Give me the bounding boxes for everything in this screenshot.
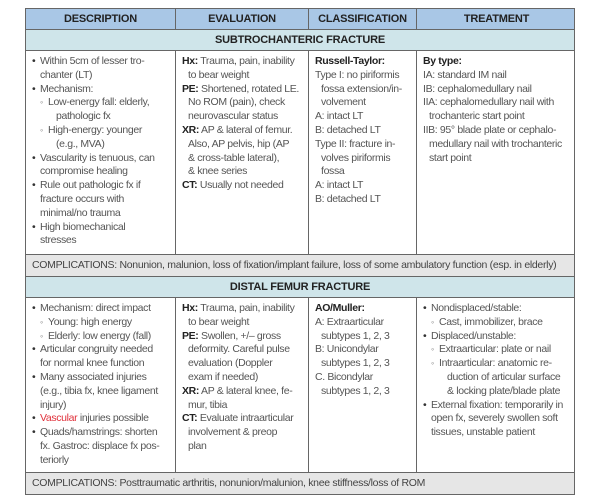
line-text: Nondisplaced/stable: bbox=[431, 302, 522, 314]
line-text: Articular congruity needed bbox=[40, 343, 153, 356]
text-line bbox=[423, 152, 572, 166]
text-line bbox=[182, 55, 304, 69]
line-text: fx. Gastroc: displace fx pos- bbox=[40, 439, 160, 452]
line-text: Displaced/unstable: bbox=[431, 329, 516, 342]
line-text: High-energy: younger bbox=[48, 123, 142, 136]
field-label: XR: bbox=[182, 384, 200, 397]
line-text: teriorly bbox=[40, 453, 69, 466]
text-line bbox=[315, 193, 412, 207]
text-line bbox=[315, 385, 412, 399]
line-text: Shortened, rotated LE. bbox=[198, 82, 299, 95]
text-line bbox=[32, 138, 171, 152]
line-text: for normal knee function bbox=[40, 357, 145, 370]
line-text: & locking plate/blade plate bbox=[447, 384, 561, 397]
text-line bbox=[32, 454, 171, 468]
line-text: A: intact LT bbox=[315, 179, 364, 192]
text-line bbox=[423, 412, 572, 426]
text-line bbox=[32, 152, 171, 166]
text-line bbox=[32, 357, 171, 371]
text-line bbox=[182, 152, 304, 166]
line-text: volves piriformis bbox=[321, 151, 391, 164]
evaluation-cell bbox=[175, 51, 308, 254]
line-text: (e.g., MVA) bbox=[56, 137, 105, 150]
text-line bbox=[182, 302, 304, 316]
text-line bbox=[315, 179, 412, 193]
header-classification: CLASSIFICATION bbox=[308, 9, 416, 29]
line-text: Young: high energy bbox=[48, 315, 132, 328]
line-text: AP & lateral knee, fe- bbox=[199, 384, 293, 397]
line-text: Also, AP pelvis, hip (AP bbox=[188, 137, 290, 150]
line-text: Evaluate intraarticular bbox=[197, 412, 294, 425]
line-text: External fixation: temporarily in bbox=[431, 398, 564, 411]
text-line bbox=[423, 330, 572, 344]
section-title: DISTAL FEMUR FRACTURE bbox=[26, 277, 574, 298]
field-label: PE: bbox=[182, 82, 199, 95]
line-text: trochanteric start point bbox=[429, 110, 525, 123]
line-text: medullary nail with trochanteric bbox=[429, 137, 562, 150]
line-text: Elderly: low energy (fall) bbox=[48, 329, 151, 342]
field-label: CT: bbox=[182, 179, 198, 192]
line-text: Low-energy fall: elderly, bbox=[48, 96, 150, 109]
line-text: involvement & preop bbox=[188, 426, 278, 439]
text-line bbox=[182, 426, 304, 440]
text-line bbox=[32, 221, 171, 235]
text-line bbox=[315, 124, 412, 138]
text-line bbox=[32, 412, 171, 426]
text-line bbox=[315, 330, 412, 344]
text-line bbox=[182, 96, 304, 110]
line-text: A: Extraarticular bbox=[315, 315, 384, 328]
text-line bbox=[32, 55, 171, 69]
text-line bbox=[32, 399, 171, 413]
text-line bbox=[32, 179, 171, 193]
line-text: IB: cephalomedullary nail bbox=[423, 82, 532, 95]
line-text: subtypes 1, 2, 3 bbox=[321, 329, 390, 342]
text-line bbox=[182, 83, 304, 97]
text-line bbox=[423, 124, 572, 138]
complications-row: COMPLICATIONS: Posttraumatic arthritis, nonunion/malunion, knee stiffness/loss of ROM bbox=[26, 473, 574, 495]
text-line bbox=[182, 124, 304, 138]
line-text: & cross-table lateral), bbox=[188, 151, 280, 164]
line-text: pathologic fx bbox=[56, 110, 111, 123]
description-cell bbox=[26, 51, 175, 254]
text-line bbox=[32, 124, 171, 138]
classification-cell bbox=[308, 298, 416, 472]
line-text: IA: standard IM nail bbox=[423, 68, 507, 81]
text-line bbox=[315, 96, 412, 110]
line-text: Type II: fracture in- bbox=[315, 137, 396, 150]
text-line bbox=[182, 69, 304, 83]
line-text: Usually not needed bbox=[197, 179, 284, 192]
highlight-text: Vascular bbox=[40, 412, 78, 425]
line-text: neurovascular status bbox=[188, 110, 278, 123]
line-text: Many associated injuries bbox=[40, 370, 147, 383]
text-line bbox=[315, 357, 412, 371]
text-line bbox=[182, 179, 304, 193]
text-line bbox=[315, 69, 412, 83]
line-text: C. Bicondylar bbox=[315, 370, 373, 383]
text-line bbox=[32, 371, 171, 385]
line-text: AP & lateral of femur. bbox=[199, 123, 293, 136]
line-text: Trauma, pain, inability bbox=[197, 55, 295, 67]
text-line bbox=[32, 83, 171, 97]
section-body bbox=[26, 51, 574, 255]
text-line bbox=[423, 55, 572, 69]
line-text: subtypes 1, 2, 3 bbox=[321, 384, 390, 397]
table-header bbox=[26, 9, 574, 30]
line-text: (e.g., tibia fx, knee ligament bbox=[40, 384, 158, 397]
text-line bbox=[32, 207, 171, 221]
line-text: Intraarticular: anatomic re- bbox=[439, 357, 552, 370]
text-line bbox=[182, 330, 304, 344]
text-line bbox=[423, 302, 572, 316]
text-line bbox=[315, 343, 412, 357]
text-line bbox=[315, 152, 412, 166]
text-line bbox=[315, 83, 412, 97]
text-line bbox=[182, 440, 304, 454]
line-text: volvement bbox=[321, 96, 366, 109]
line-text: Within 5cm of lesser tro- bbox=[40, 55, 145, 67]
text-line bbox=[182, 343, 304, 357]
line-text: minimal/no trauma bbox=[40, 206, 121, 219]
line-text: No ROM (pain), check bbox=[188, 96, 285, 109]
text-line bbox=[182, 357, 304, 371]
line-text: to bear weight bbox=[188, 68, 250, 81]
fracture-table bbox=[25, 8, 575, 495]
text-line bbox=[32, 316, 171, 330]
line-text: Mechanism: bbox=[40, 82, 94, 95]
line-text: Cast, immobilizer, brace bbox=[439, 315, 543, 328]
line-text: Rule out pathologic fx if bbox=[40, 179, 141, 192]
line-text: subtypes 1, 2, 3 bbox=[321, 357, 390, 370]
text-line bbox=[182, 165, 304, 179]
text-line bbox=[423, 83, 572, 97]
field-label: Hx: bbox=[182, 302, 198, 314]
text-line bbox=[423, 357, 572, 371]
text-line bbox=[182, 412, 304, 426]
line-text: Trauma, pain, inability bbox=[197, 302, 295, 314]
line-text: A: intact LT bbox=[315, 110, 364, 123]
line-text: IIA: cephalomedullary nail with bbox=[423, 96, 554, 109]
text-line bbox=[32, 302, 171, 316]
text-line bbox=[32, 193, 171, 207]
field-label: By type: bbox=[423, 55, 462, 67]
line-text: Extraarticular: plate or nail bbox=[439, 343, 551, 356]
text-line bbox=[32, 165, 171, 179]
text-line bbox=[182, 316, 304, 330]
text-line bbox=[423, 69, 572, 83]
description-cell bbox=[26, 298, 175, 472]
text-line bbox=[182, 399, 304, 413]
line-text: IIB: 95° blade plate or cephalo- bbox=[423, 123, 557, 136]
text-line bbox=[423, 371, 572, 385]
text-line bbox=[182, 371, 304, 385]
line-text: fossa extension/in- bbox=[321, 82, 402, 95]
line-text: duction of articular surface bbox=[447, 370, 561, 383]
line-text: compromise healing bbox=[40, 165, 128, 178]
text-line bbox=[315, 316, 412, 330]
text-line bbox=[423, 426, 572, 440]
text-line bbox=[32, 330, 171, 344]
line-text: fracture occurs with bbox=[40, 192, 125, 205]
text-line bbox=[315, 110, 412, 124]
line-text: Quads/hamstrings: shorten bbox=[40, 426, 158, 439]
line-text: chanter (LT) bbox=[40, 68, 93, 81]
text-line bbox=[32, 440, 171, 454]
text-line bbox=[423, 399, 572, 413]
line-text: open fx, severely swollen soft bbox=[431, 412, 558, 425]
text-line bbox=[32, 343, 171, 357]
line-text: B: detached LT bbox=[315, 192, 381, 205]
line-text: stresses bbox=[40, 234, 77, 247]
field-label: Russell-Taylor: bbox=[315, 55, 385, 67]
field-label: PE: bbox=[182, 329, 199, 342]
field-label: CT: bbox=[182, 412, 198, 425]
line-text: Mechanism: direct impact bbox=[40, 302, 151, 314]
text-line bbox=[423, 96, 572, 110]
line-text: Type I: no piriformis bbox=[315, 68, 400, 81]
line-text: plan bbox=[188, 439, 207, 452]
line-text: Vascularity is tenuous, can bbox=[40, 151, 155, 164]
treatment-cell bbox=[416, 51, 576, 254]
text-line bbox=[315, 55, 412, 69]
line-text: exam if needed) bbox=[188, 370, 259, 383]
line-text: High biomechanical bbox=[40, 220, 126, 233]
header-evaluation: EVALUATION bbox=[175, 9, 308, 29]
text-line bbox=[315, 302, 412, 316]
text-line bbox=[182, 138, 304, 152]
text-line bbox=[32, 234, 171, 248]
line-text: B: detached LT bbox=[315, 123, 381, 136]
line-text: Swollen, +/– gross bbox=[198, 329, 281, 342]
text-line bbox=[32, 385, 171, 399]
line-text: injuries possible bbox=[77, 412, 149, 425]
classification-cell bbox=[308, 51, 416, 254]
text-line bbox=[182, 110, 304, 124]
text-line bbox=[32, 96, 171, 110]
section-body bbox=[26, 298, 574, 473]
header-treatment: TREATMENT bbox=[416, 9, 576, 29]
line-text: fossa bbox=[321, 165, 345, 178]
text-line bbox=[315, 371, 412, 385]
text-line bbox=[423, 385, 572, 399]
field-label: XR: bbox=[182, 123, 200, 136]
text-line bbox=[315, 138, 412, 152]
line-text: to bear weight bbox=[188, 315, 250, 328]
text-line bbox=[423, 138, 572, 152]
line-text: B: Unicondylar bbox=[315, 343, 379, 356]
text-line bbox=[315, 165, 412, 179]
line-text: tissues, unstable patient bbox=[431, 426, 535, 439]
text-line bbox=[423, 316, 572, 330]
line-text: mur, tibia bbox=[188, 398, 228, 411]
text-line bbox=[423, 110, 572, 124]
line-text: injury) bbox=[40, 398, 67, 411]
line-text: deformity. Careful pulse bbox=[188, 343, 290, 356]
complications-row: COMPLICATIONS: Nonunion, malunion, loss of fixation/implant failure, loss of some ambulatory function (esp. in elderly) bbox=[26, 255, 574, 277]
line-text: & knee series bbox=[188, 165, 248, 178]
field-label: Hx: bbox=[182, 55, 198, 67]
treatment-cell bbox=[416, 298, 576, 472]
header-description: DESCRIPTION bbox=[64, 13, 137, 25]
text-line bbox=[32, 426, 171, 440]
text-line bbox=[182, 385, 304, 399]
evaluation-cell bbox=[175, 298, 308, 472]
text-line bbox=[423, 343, 572, 357]
text-line bbox=[32, 110, 171, 124]
section-title: SUBTROCHANTERIC FRACTURE bbox=[26, 30, 574, 51]
line-text: start point bbox=[429, 151, 472, 164]
field-label: AO/Muller: bbox=[315, 302, 365, 314]
text-line bbox=[32, 69, 171, 83]
line-text: evaluation (Doppler bbox=[188, 357, 273, 370]
